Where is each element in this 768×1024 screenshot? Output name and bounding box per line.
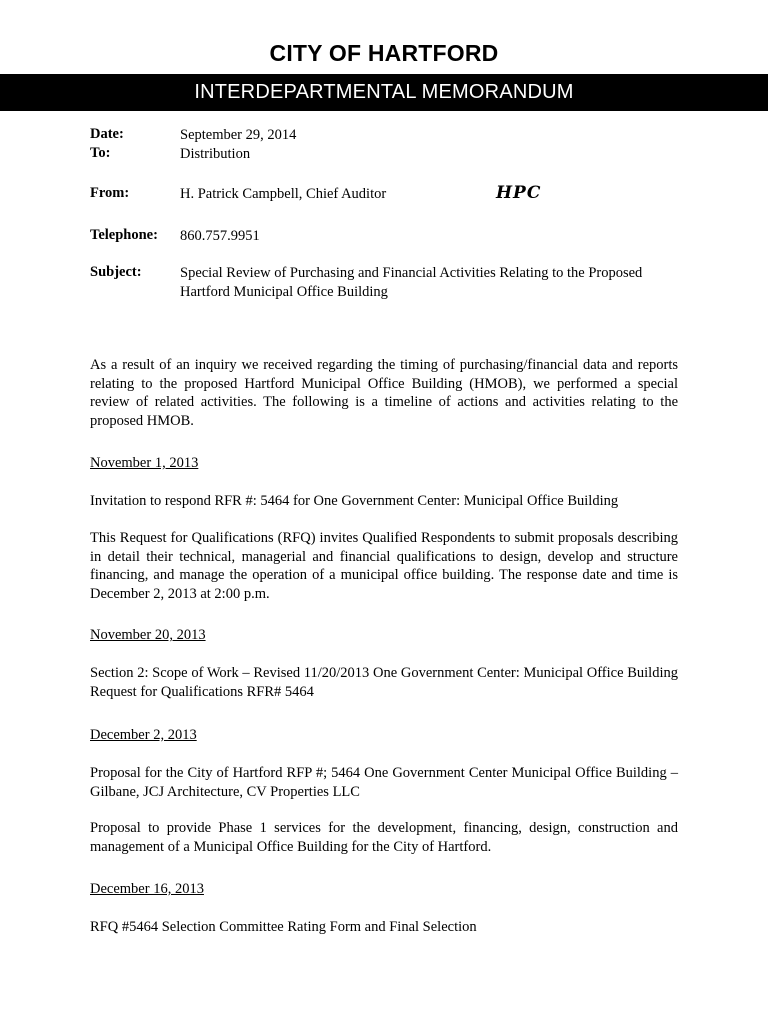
memo-banner: INTERDEPARTMENTAL MEMORANDUM (0, 74, 768, 111)
to-value: Distribution (180, 146, 251, 162)
from-value: H. Patrick Campbell, Chief Auditor (180, 186, 387, 202)
telephone-label: Telephone: (90, 227, 158, 243)
to-label: To: (90, 145, 111, 161)
date-value: September 29, 2014 (180, 127, 297, 143)
intro-paragraph: As a result of an inquiry we received regarding the timing of purchasing/financial data and reports relating to the proposed Hartford Municipal Office Building (HMOB), we performed a special review of related activities. The following is a timeline of actions and activities relating to the proposed HMOB. (90, 357, 678, 429)
signature-initials: HPC (496, 183, 542, 203)
memo-title: CITY OF HARTFORD (269, 40, 499, 66)
timeline-paragraph: RFQ #5464 Selection Committee Rating Form and Final Selection (90, 919, 477, 935)
timeline-paragraph: Proposal for the City of Hartford RFP #; 5464 One Government Center Municipal Office Building – Gilbane, JCJ Architecture, CV Properties LLC (90, 765, 678, 800)
telephone-value: 860.757.9951 (180, 228, 260, 244)
from-label: From: (90, 185, 130, 201)
timeline-paragraph: Section 2: Scope of Work – Revised 11/20/2013 One Government Center: Municipal Office Building Request for Qualifications RFR# 5464 (90, 665, 678, 700)
date-label: Date: (90, 126, 124, 142)
timeline-date: November 20, 2013 (90, 627, 206, 643)
timeline-paragraph: This Request for Qualifications (RFQ) invites Qualified Respondents to submit proposals describing in detail their technical, managerial and financial qualifications to design, develop and structure financing, and manage the operation of a municipal office building. The response date and time is December 2, 2013 at 2:00 p.m. (90, 530, 678, 602)
timeline-date: November 1, 2013 (90, 455, 199, 471)
timeline-date: December 2, 2013 (90, 727, 197, 743)
timeline-date: December 16, 2013 (90, 881, 204, 897)
timeline-paragraph: Proposal to provide Phase 1 services for the development, financing, design, construction and management of a Municipal Office Building for the City of Hartford. (90, 820, 678, 855)
subject-label: Subject: (90, 264, 142, 280)
subject-value: Special Review of Purchasing and Financial Activities Relating to the Proposed Hartford Municipal Office Building (180, 265, 643, 300)
timeline-paragraph: Invitation to respond RFR #: 5464 for One Government Center: Municipal Office Building (90, 493, 619, 509)
